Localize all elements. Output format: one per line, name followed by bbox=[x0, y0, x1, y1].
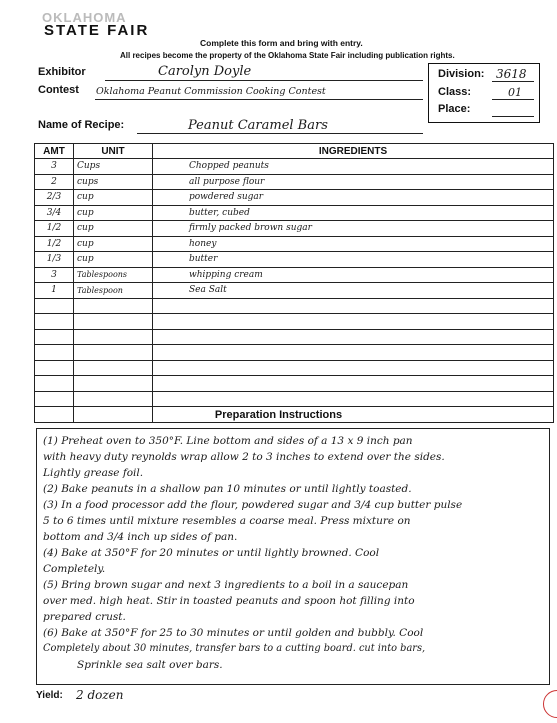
table-row bbox=[35, 174, 554, 190]
amt-cell[interactable]: 3/4 bbox=[35, 205, 74, 221]
table-row bbox=[35, 314, 554, 330]
division-label: Division: bbox=[438, 68, 485, 80]
ingredient-cell[interactable]: Sea Salt bbox=[153, 283, 554, 299]
contest-line bbox=[95, 99, 423, 100]
ingredients-table bbox=[34, 143, 554, 423]
table-row bbox=[35, 391, 554, 407]
prep-line: (3) In a food processor add the flour, powdered sugar and 3/4 cup butter pulse bbox=[43, 499, 463, 511]
table-row bbox=[35, 190, 554, 206]
yield-label: Yield: bbox=[36, 690, 63, 701]
class-value[interactable]: 01 bbox=[508, 86, 522, 99]
table-row bbox=[35, 205, 554, 221]
table-row bbox=[35, 267, 554, 283]
unit-cell[interactable]: cup bbox=[74, 236, 153, 252]
prep-line: bottom and 3/4 inch up sides of pan. bbox=[43, 531, 238, 543]
ingredient-cell[interactable]: Chopped peanuts bbox=[153, 159, 554, 175]
prep-line: (6) Bake at 350°F for 25 to 30 minutes or until golden and bubbly. Cool bbox=[43, 627, 424, 639]
prep-line: prepared crust. bbox=[43, 611, 126, 623]
table-row bbox=[35, 236, 554, 252]
table-row bbox=[35, 376, 554, 392]
exhibitor-line bbox=[105, 80, 423, 81]
prep-line: Sprinkle sea salt over bars. bbox=[77, 659, 223, 671]
prep-line: 5 to 6 times until mixture resembles a coarse meal. Press mixture on bbox=[43, 515, 411, 527]
ingredient-cell[interactable]: whipping cream bbox=[153, 267, 554, 283]
prep-line: over med. high heat. Stir in toasted peanuts and spoon hot filling into bbox=[43, 595, 415, 607]
table-row bbox=[35, 360, 554, 376]
amt-cell[interactable]: 1/3 bbox=[35, 252, 74, 268]
amt-header: AMT bbox=[35, 144, 74, 159]
table-row bbox=[35, 298, 554, 314]
ingredients-header: INGREDIENTS bbox=[153, 144, 554, 159]
amt-cell[interactable]: 2/3 bbox=[35, 190, 74, 206]
logo-state-fair: STATE FAIR bbox=[44, 22, 150, 39]
table-row bbox=[35, 329, 554, 345]
ingredient-cell[interactable]: honey bbox=[153, 236, 554, 252]
table-row bbox=[35, 345, 554, 361]
amt-cell[interactable]: 1/2 bbox=[35, 221, 74, 237]
prep-line: (4) Bake at 350°F for 20 minutes or until lightly browned. Cool bbox=[43, 547, 380, 559]
class-label: Class: bbox=[438, 86, 472, 98]
unit-cell[interactable]: cup bbox=[74, 190, 153, 206]
prep-line: Lightly grease foil. bbox=[43, 467, 144, 479]
recipe-value[interactable]: Peanut Caramel Bars bbox=[188, 118, 328, 133]
ingredient-cell[interactable]: butter, cubed bbox=[153, 205, 554, 221]
amt-cell[interactable]: 3 bbox=[35, 159, 74, 175]
table-row bbox=[35, 252, 554, 268]
preparation-box[interactable] bbox=[36, 428, 550, 685]
contest-value[interactable]: Oklahoma Peanut Commission Cooking Contest bbox=[96, 86, 326, 97]
division-value[interactable]: 3618 bbox=[496, 67, 527, 81]
ingredient-cell[interactable]: butter bbox=[153, 252, 554, 268]
unit-cell[interactable]: cups bbox=[74, 174, 153, 190]
division-line bbox=[492, 81, 534, 82]
exhibitor-value[interactable]: Carolyn Doyle bbox=[158, 64, 252, 79]
rights-notice: All recipes become the property of the Oklahoma State Fair including publication rights. bbox=[120, 51, 455, 60]
class-line bbox=[492, 99, 534, 100]
unit-cell[interactable]: cup bbox=[74, 252, 153, 268]
recipe-line bbox=[137, 133, 423, 134]
table-row bbox=[35, 221, 554, 237]
unit-header: UNIT bbox=[74, 144, 153, 159]
table-row bbox=[35, 283, 554, 299]
place-label: Place: bbox=[438, 103, 471, 115]
form-instruction: Complete this form and bring with entry. bbox=[200, 38, 363, 48]
logo-oklahoma: OKLAHOMA bbox=[42, 10, 127, 25]
preparation-title: Preparation Instructions bbox=[214, 409, 343, 421]
place-line bbox=[492, 116, 534, 117]
amt-cell[interactable]: 1/2 bbox=[35, 236, 74, 252]
yield-value[interactable]: 2 dozen bbox=[76, 688, 124, 702]
prep-line: (5) Bring brown sugar and next 3 ingredients to a boil in a saucepan bbox=[43, 579, 409, 591]
prep-line: Completely. bbox=[43, 563, 106, 575]
prep-line: with heavy duty reynolds wrap allow 2 to 3 inches to extend over the sides. bbox=[43, 451, 445, 463]
ingredient-cell[interactable]: firmly packed brown sugar bbox=[153, 221, 554, 237]
prep-line: (2) Bake peanuts in a shallow pan 10 minutes or until lightly toasted. bbox=[43, 483, 412, 495]
prep-line: Completely about 30 minutes, transfer bars to a cutting board. cut into bars, bbox=[43, 643, 426, 654]
unit-cell[interactable]: cup bbox=[74, 221, 153, 237]
ingredient-cell[interactable]: all purpose flour bbox=[153, 174, 554, 190]
unit-cell[interactable]: Tablespoons bbox=[74, 267, 153, 283]
ingredients-header-row bbox=[35, 144, 554, 159]
unit-cell[interactable]: Cups bbox=[74, 159, 153, 175]
ingredient-cell[interactable]: powdered sugar bbox=[153, 190, 554, 206]
contest-label: Contest bbox=[38, 84, 79, 96]
prep-line: (1) Preheat oven to 350°F. Line bottom and sides of a 13 x 9 inch pan bbox=[43, 435, 413, 447]
unit-cell[interactable]: Tablespoon bbox=[74, 283, 153, 299]
amt-cell[interactable]: 3 bbox=[35, 267, 74, 283]
amt-cell[interactable]: 2 bbox=[35, 174, 74, 190]
table-row bbox=[35, 159, 554, 175]
page-stamp-mark bbox=[543, 690, 557, 718]
recipe-label: Name of Recipe: bbox=[38, 119, 125, 131]
amt-cell[interactable]: 1 bbox=[35, 283, 74, 299]
unit-cell[interactable]: cup bbox=[74, 205, 153, 221]
exhibitor-label: Exhibitor bbox=[38, 66, 86, 78]
